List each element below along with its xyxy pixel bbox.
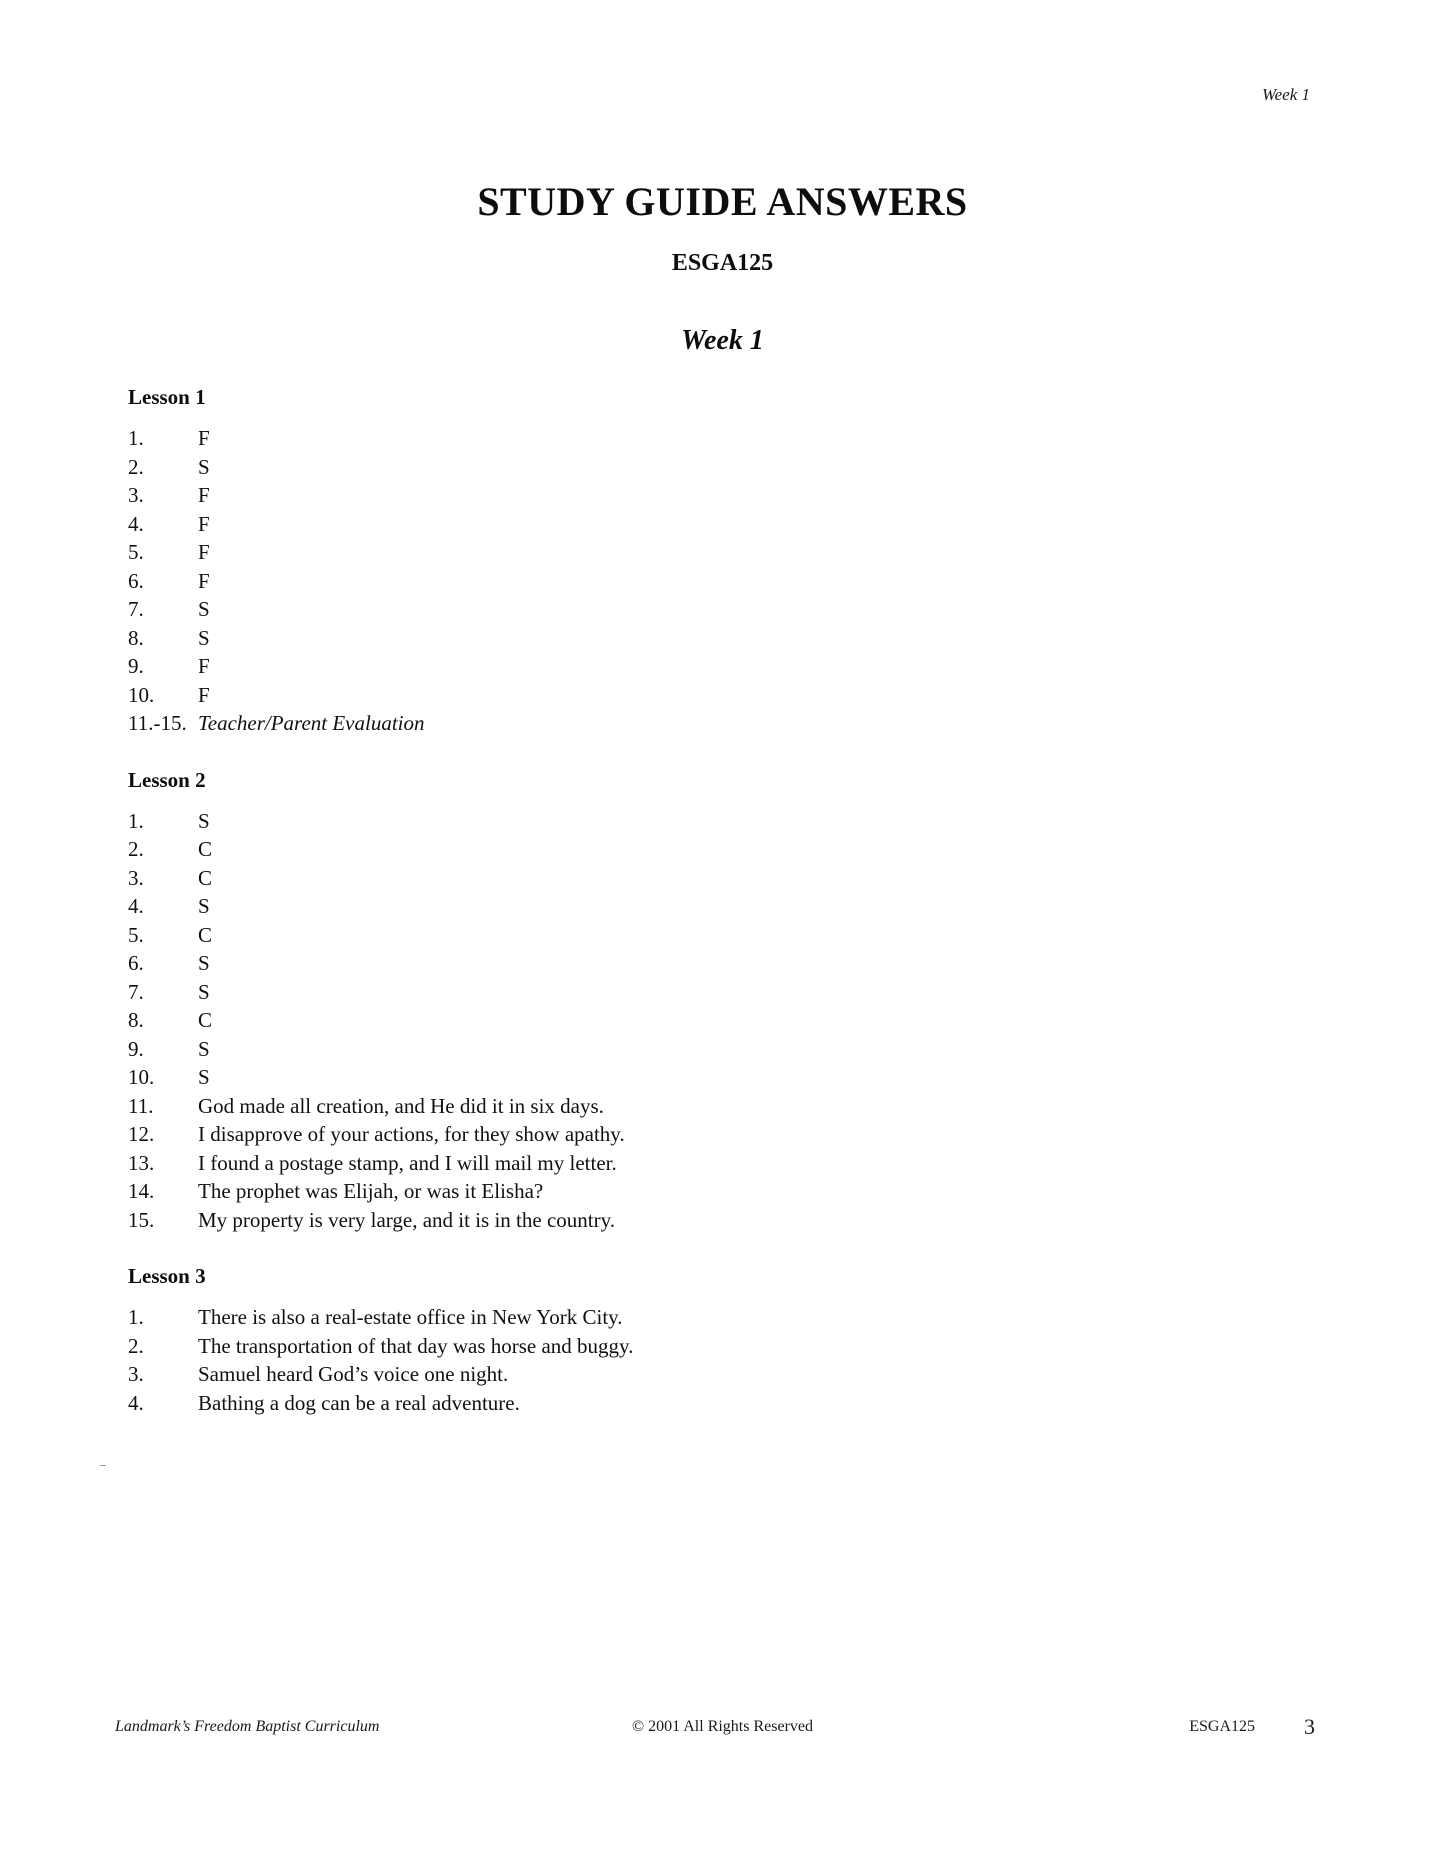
answer-number: 2.	[128, 454, 144, 479]
answer-text: S	[198, 808, 210, 833]
answer-number: 4.	[128, 894, 144, 918]
answer-row	[128, 1360, 1278, 1389]
answer-row	[128, 481, 1278, 510]
answer-number: 15.	[128, 1207, 155, 1232]
answer-number: 1.	[128, 1305, 144, 1329]
footer-copyright: © 2001 All Rights Reserved	[631, 1718, 814, 1735]
answer-number: 5.	[128, 922, 144, 947]
answer-number: 8.	[128, 625, 144, 650]
answer-text: F	[198, 568, 210, 593]
running-head: Week 1	[1262, 85, 1310, 104]
answer-row	[128, 1303, 1278, 1332]
lesson-heading: Lesson 1	[128, 385, 206, 409]
answer-row	[128, 567, 1278, 596]
answer-number: 1.	[128, 808, 144, 833]
footer-course-code: ESGA125	[1189, 1718, 1255, 1735]
answer-text: S	[198, 1065, 210, 1089]
answer-number: 3.	[128, 1362, 144, 1386]
answer-text: Samuel heard God’s voice one night.	[198, 1362, 509, 1386]
answer-text: C	[198, 865, 213, 890]
answer-text: I found a postage stamp, and I will mail my letter.	[198, 1150, 617, 1175]
answer-text: Bathing a dog can be a real adventure.	[198, 1390, 520, 1415]
answer-number: 2.	[128, 1333, 144, 1358]
answer-text: S	[198, 951, 210, 975]
footer-page-number: 3	[1304, 1714, 1315, 1739]
answer-text: S	[198, 625, 210, 650]
answer-number: 7.	[128, 597, 144, 621]
answer-row	[128, 453, 1278, 482]
answer-row	[128, 1006, 1278, 1035]
answer-number: 10.	[128, 1065, 155, 1089]
answer-number: 3.	[128, 483, 144, 507]
answer-number: 2.	[128, 837, 144, 861]
answer-number: 9.	[128, 1036, 144, 1061]
answer-text: F	[198, 426, 210, 450]
answer-row	[128, 1092, 1278, 1121]
answer-text: God made all creation, and He did it in six days.	[198, 1093, 604, 1118]
answer-row	[128, 1035, 1278, 1064]
answer-text: There is also a real-estate office in New York City.	[198, 1305, 623, 1329]
answer-text: C	[198, 837, 213, 861]
answer-row	[128, 681, 1278, 710]
answer-text: Teacher/Parent Evaluation	[198, 711, 425, 735]
answer-number: 13.	[128, 1150, 155, 1175]
answer-number: 5.	[128, 540, 144, 564]
week-heading: Week 1	[681, 325, 764, 356]
answer-number: 11.	[128, 1093, 154, 1118]
answer-row	[128, 921, 1278, 950]
course-code: ESGA125	[671, 250, 774, 276]
lesson-heading: Lesson 2	[128, 767, 206, 792]
answer-text: S	[198, 597, 210, 621]
answer-row	[128, 807, 1278, 836]
answer-number: 4.	[128, 511, 144, 536]
answer-text: I disapprove of your actions, for they show apathy.	[198, 1122, 625, 1146]
answer-row	[128, 1206, 1278, 1235]
answer-row	[128, 1389, 1278, 1418]
answer-row	[128, 1177, 1278, 1206]
answer-number: 6.	[128, 568, 144, 593]
answer-row	[128, 949, 1278, 978]
answer-text: C	[198, 1008, 213, 1032]
lesson-heading: Lesson 3	[128, 1264, 206, 1288]
page-title: STUDY GUIDE ANSWERS	[477, 179, 968, 224]
answer-number: 8.	[128, 1008, 144, 1032]
answer-number: 10.	[128, 682, 155, 707]
answer-number: 7.	[128, 979, 144, 1004]
answer-text: The prophet was Elijah, or was it Elisha?	[198, 1179, 544, 1203]
answer-row	[128, 595, 1278, 624]
answer-text: S	[198, 1036, 210, 1061]
answer-row	[128, 709, 1278, 738]
lesson-block	[128, 768, 1278, 1235]
answer-row	[128, 510, 1278, 539]
answer-row	[128, 892, 1278, 921]
answer-row	[128, 1149, 1278, 1178]
answer-row	[128, 864, 1278, 893]
answer-number: 12.	[128, 1122, 155, 1146]
answer-text: The transportation of that day was horse and buggy.	[198, 1333, 634, 1358]
answer-text: F	[198, 682, 210, 707]
answer-row	[128, 538, 1278, 567]
lesson-block	[128, 385, 1278, 738]
answer-row	[128, 835, 1278, 864]
answer-number: 6.	[128, 951, 144, 975]
answer-number: 4.	[128, 1390, 144, 1415]
answer-text: S	[198, 894, 210, 918]
lesson-block	[128, 1264, 1278, 1417]
answer-text: S	[198, 454, 210, 479]
answer-text: F	[198, 511, 210, 536]
answer-row	[128, 624, 1278, 653]
answer-text: C	[198, 922, 213, 947]
answer-row	[128, 978, 1278, 1007]
answer-row	[128, 1120, 1278, 1149]
answer-number: 9.	[128, 654, 144, 678]
answer-number: 1.	[128, 426, 144, 450]
answer-row	[128, 424, 1278, 453]
footer-publisher: Landmark’s Freedom Baptist Curriculum	[115, 1718, 380, 1735]
margin-tick-mark	[100, 1465, 106, 1466]
answer-text: F	[198, 654, 210, 678]
answer-row	[128, 1332, 1278, 1361]
answer-text: F	[198, 483, 210, 507]
answer-number: 11.-15.	[128, 711, 187, 735]
answer-number: 3.	[128, 865, 144, 890]
answer-row	[128, 652, 1278, 681]
answer-number: 14.	[128, 1179, 155, 1203]
answer-row	[128, 1063, 1278, 1092]
answer-text: S	[198, 979, 210, 1004]
answer-text: F	[198, 540, 210, 564]
answers-content	[128, 385, 1278, 1447]
answer-text: My property is very large, and it is in the country.	[198, 1207, 615, 1232]
